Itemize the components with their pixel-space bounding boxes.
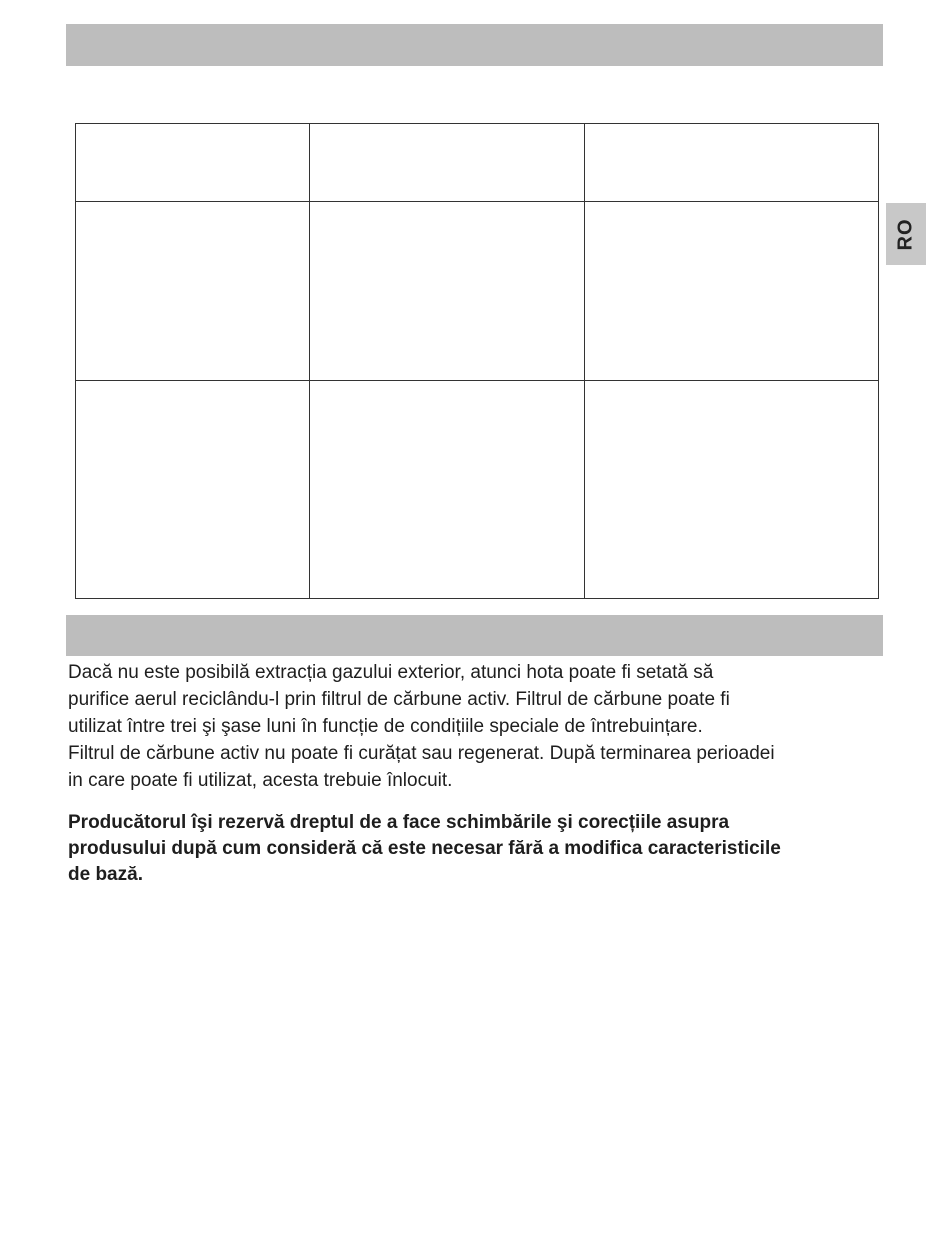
table-cell [585, 202, 879, 381]
section-header-bar-top [66, 24, 883, 66]
manufacturer-note [68, 810, 888, 888]
table-row [76, 381, 879, 599]
paragraph-line: purifice aerul reciclându-l prin filtrul de cărbune activ. Filtrul de cărbune poate fi [68, 689, 730, 710]
table-cell [585, 124, 879, 202]
note-line: produsului după cum consideră că este necesar fără a modifica caracteristicile [68, 838, 781, 859]
note-line: de bază. [68, 864, 143, 885]
paragraph-line: in care poate fi utilizat, acesta trebuie înlocuit. [68, 770, 453, 791]
paragraph-line: Dacă nu este posibilă extracția gazului exterior, atunci hota poate fi setată să [68, 662, 714, 683]
body-text [68, 659, 888, 888]
note-line: Producătorul îşi rezervă dreptul de a face schimbările şi corecțiile asupra [68, 812, 730, 833]
table-cell [585, 381, 879, 599]
table-row [76, 202, 879, 381]
table-cell [310, 202, 585, 381]
language-tab-label: RO [894, 218, 917, 250]
paragraph-line: Filtrul de cărbune activ nu poate fi curățat sau regenerat. După terminarea perioadei [68, 743, 775, 764]
section-header-bar-middle [66, 615, 883, 656]
table-row [76, 124, 879, 202]
table-cell [310, 124, 585, 202]
table-cell [310, 381, 585, 599]
table-cell [76, 381, 310, 599]
table-cell [76, 202, 310, 381]
table-cell [76, 124, 310, 202]
data-table [75, 123, 879, 599]
language-tab [886, 203, 926, 265]
paragraph-line: utilizat între trei şi şase luni în funcție de condițiile speciale de întrebuințare. [68, 716, 703, 737]
